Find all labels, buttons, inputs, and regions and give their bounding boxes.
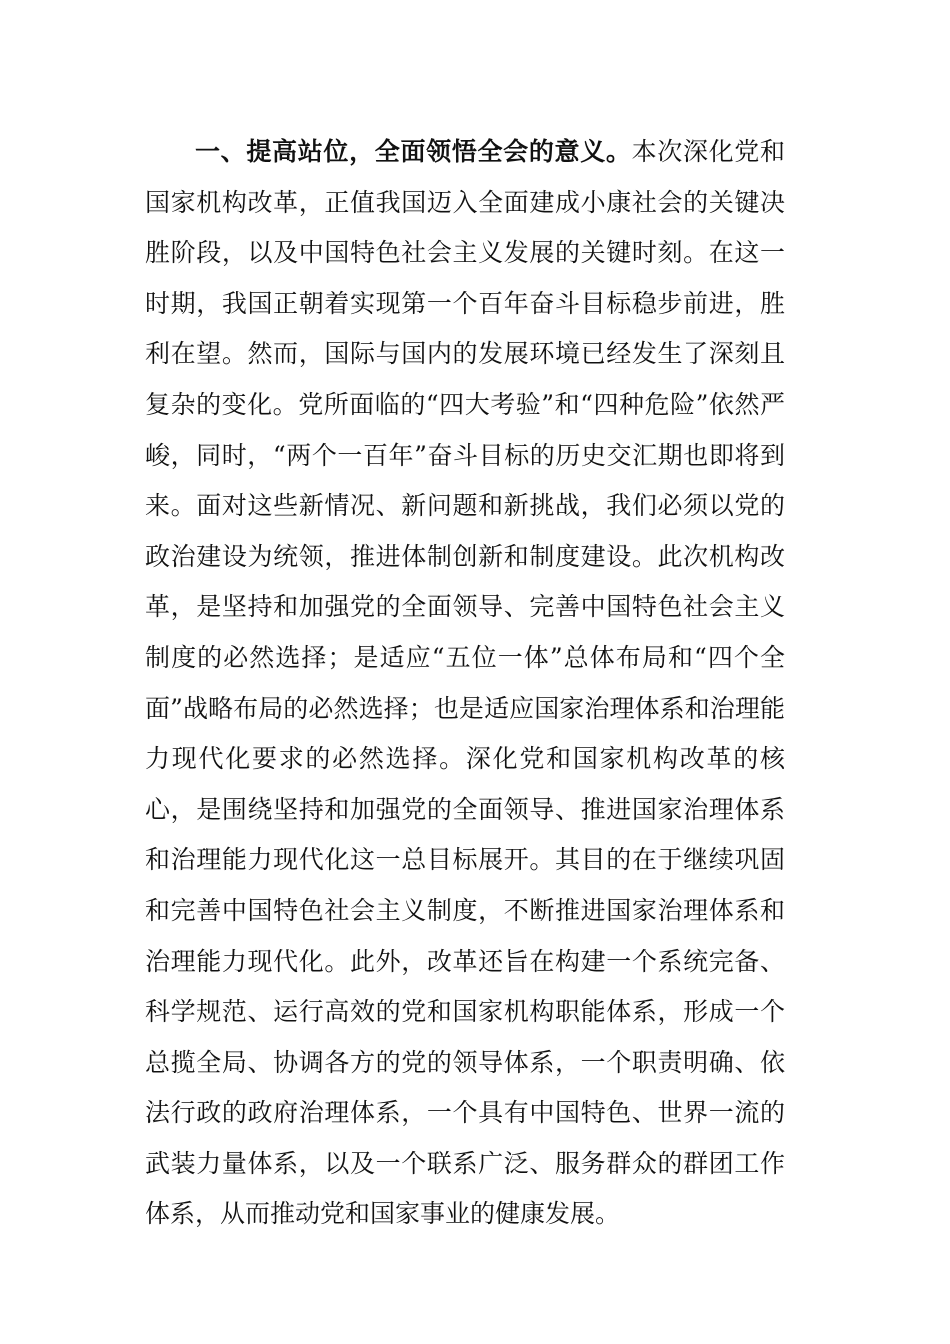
- paragraph-body: 本次深化党和国家机构改革，正值我国迈入全面建成小康社会的关键决胜阶段，以及中国特色社会主义发展的关键时刻。在这一时期，我国正朝着实现第一个百年奋斗目标稳步前进，胜利在望。然而，国际与国内的发展环境已经发生了深刻且复杂的变化。党所面临的“四大考验”和“四种危险”依然严峻，同时，“两个一百年”奋斗目标的历史交汇期也即将到来。面对这些新情况、新问题和新挑战，我们必须以党的政治建设为统领，推进体制创新和制度建设。此次机构改革，是坚持和加强党的全面领导、完善中国特色社会主义制度的必然选择；是适应“五位一体”总体布局和“四个全面”战略布局的必然选择；也是适应国家治理体系和治理能力现代化要求的必然选择。深化党和国家机构改革的核心，是围绕坚持和加强党的全面领导、推进国家治理体系和治理能力现代化这一总目标展开。其目的在于继续巩固和完善中国特色社会主义制度，不断推进国家治理体系和治理能力现代化。此外，改革还旨在构建一个系统完备、科学规范、运行高效的党和国家机构职能体系，形成一个总揽全局、协调各方的党的领导体系，一个职责明确、依法行政的政府治理体系，一个具有中国特色、世界一流的武装力量体系，以及一个联系广泛、服务群众的群团工作体系，从而推动党和国家事业的健康发展。: [145, 137, 785, 1229]
- section-heading: 一、提高站位，全面领悟全会的意义。: [195, 137, 632, 166]
- body-paragraph: [145, 127, 785, 1240]
